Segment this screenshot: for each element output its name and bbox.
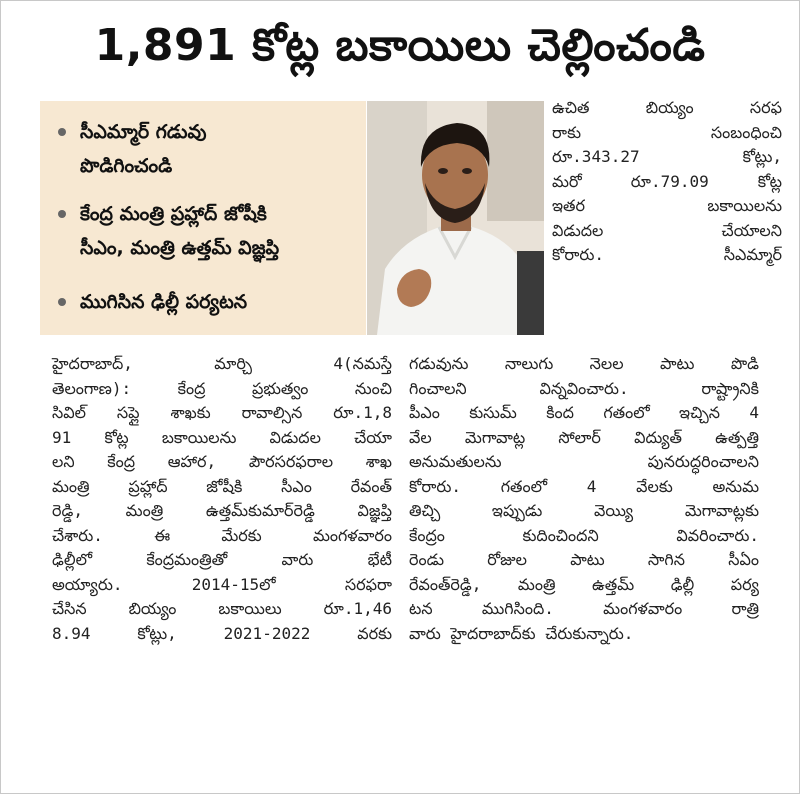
text-line: రేవంత్‌రెడ్డి, మంత్రి ఉత్తమ్ ఢిల్లీ పర్య	[409, 574, 759, 594]
text-line: తిచ్చి ఇప్పుడు వెయ్యి మెగావాట్లకు	[409, 501, 759, 520]
article-column-right	[409, 352, 759, 646]
highlight-line: సీఎం, మంత్రి ఉత్తమ్ విజ్ఞప్తి	[80, 237, 280, 259]
highlights-box	[40, 101, 366, 335]
text-line: విడుదల చేయాలని	[552, 220, 782, 240]
text-line: హైదరాబాద్, మార్చి 4(నమస్తే	[52, 354, 392, 373]
text-line: మంత్రి ప్రహ్లాద్ జోషీకి సీఎం రేవంత్	[52, 476, 392, 496]
text-line: తెలంగాణ): కేంద్ర ప్రభుత్వం నుంచి	[52, 378, 392, 398]
highlight-line: పొడిగించండి	[80, 155, 173, 177]
text-line: గడువును నాలుగు నెలల పాటు పొడి	[409, 354, 759, 373]
text-line: వారు హైదరాబాద్‌కు చేరుకున్నారు.	[409, 623, 634, 643]
text-line: చేశారు. ఈ మేరకు మంగళవారం	[52, 525, 392, 545]
text-line: అయ్యారు. 2014-15లో సరఫరా	[52, 574, 392, 594]
text-line: చేసిన బియ్యం బకాయిలు రూ.1,46	[52, 599, 392, 618]
text-line: లని కేంద్ర ఆహార, పౌరసరఫరాల శాఖ	[52, 452, 392, 471]
article-column-left	[52, 352, 392, 646]
text-line: టన ముగిసింది. మంగళవారం రాత్రి	[409, 599, 759, 618]
text-line: కోరారు. సీఎమ్మార్	[552, 245, 782, 264]
headline: 1,891 కోట్ల బకాయిలు చెల్లించండి	[94, 20, 706, 71]
text-line: కేంద్రం కుదించిందని వివరించారు.	[409, 525, 759, 545]
text-line: సివిల్ సప్లై శాఖకు రావాల్సిన రూ.1,8	[52, 403, 392, 422]
highlight-line: సీఎమ్మార్ గడువు	[80, 121, 207, 143]
text-line: గించాలని విన్నవించారు. రాష్ట్రానికి	[409, 378, 759, 398]
bullet-icon	[58, 210, 66, 218]
text-line: రెండు రోజుల పాటు సాగిన సీఏం	[409, 550, 759, 569]
text-line: ఢిల్లీలో కేంద్రమంత్రితో వారు భేటీ	[52, 550, 392, 569]
highlight-item	[58, 115, 358, 183]
portrait-illustration	[367, 101, 544, 335]
highlight-line: ముగిసిన ఢిల్లీ పర్యటన	[80, 291, 248, 313]
highlight-item	[58, 285, 358, 319]
text-line: ఇతర బకాయిలను	[552, 196, 782, 215]
text-line: రాకు సంబంధించి	[552, 122, 782, 142]
text-line: పీఎం కుసుమ్ కింద గతంలో ఇచ్చిన 4	[409, 403, 759, 422]
text-line: వేల మెగావాట్ల సోలార్ విద్యుత్ ఉత్పత్తి	[409, 427, 759, 447]
highlight-line: కేంద్ర మంత్రి ప్రహ్లాద్ జోషీకి	[80, 203, 267, 225]
text-line: ఉచిత బియ్యం సరఫ	[552, 98, 782, 117]
bullet-icon	[58, 298, 66, 306]
bullet-icon	[58, 128, 66, 136]
text-line: 91 కోట్ల బకాయిలను విడుదల చేయా	[52, 427, 392, 447]
article-column-top-right	[552, 96, 782, 268]
text-line: అనుమతులను పునరుద్ధరించాలని	[409, 452, 759, 471]
text-line: కోరారు. గతంలో 4 వేలకు అనుమ	[409, 476, 759, 496]
text-line: రెడ్డి, మంత్రి ఉత్తమ్‌కుమార్‌రెడ్డి విజ్ఞప్తి	[52, 501, 392, 520]
text-line: మరో రూ.79.09 కోట్ల	[552, 171, 782, 191]
text-line: 8.94 కోట్లు, 2021-2022 వరకు	[52, 623, 392, 643]
portrait-photo	[367, 101, 544, 335]
highlight-item	[58, 197, 358, 265]
text-line: రూ.343.27 కోట్లు,	[552, 147, 782, 166]
